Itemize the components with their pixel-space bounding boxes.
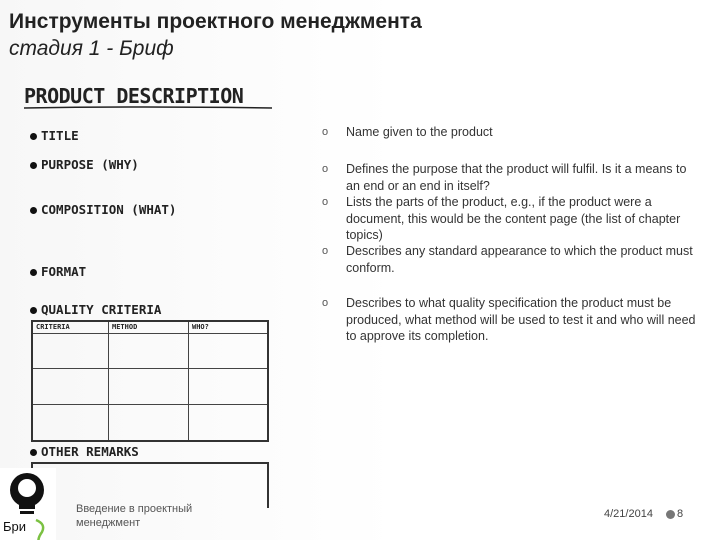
product-description-sketch — [22, 84, 282, 514]
sketch-item-quality-criteria: QUALITY CRITERIA — [30, 302, 161, 317]
sketch-item-format: FORMAT — [30, 264, 86, 279]
bullet-dot — [30, 207, 37, 214]
bullet-dot — [30, 133, 37, 140]
separator-dot-icon — [666, 510, 675, 519]
bullet-dot — [30, 162, 37, 169]
bullet-composition — [322, 194, 702, 244]
course-name-line2: менеджмент — [76, 517, 141, 529]
table-header-method: METHOD — [109, 322, 189, 334]
bullet-text: Describes to what quality specification the product must be produced, what method will be used to test it and who will need to approve its completion. — [346, 296, 696, 343]
circle-bullet-icon: o — [322, 196, 329, 208]
bullet-quality — [322, 295, 702, 345]
table-cell — [189, 334, 267, 369]
sketch-item-composition: COMPOSITION (WHAT) — [30, 202, 176, 217]
circle-bullet-icon: o — [322, 126, 329, 138]
table-cell — [189, 405, 267, 440]
table-header-who: WHO? — [189, 322, 267, 334]
slide-title-line1: Инструменты проектного менеджмента — [9, 10, 422, 33]
bullet-dot — [30, 307, 37, 314]
bullet-text: Name given to the product — [346, 125, 493, 139]
sketch-heading: PRODUCT DESCRIPTION — [24, 84, 244, 108]
bullet-purpose — [322, 161, 702, 194]
circle-bullet-icon: o — [322, 163, 329, 175]
slide-subtitle: стадия 1 - Бриф — [9, 37, 174, 60]
logo-text: Бри — [3, 519, 27, 534]
table-cell — [109, 334, 189, 369]
circle-bullet-icon: o — [322, 297, 329, 309]
slide-number: 8 — [677, 508, 684, 520]
table-cell — [109, 369, 189, 404]
sketch-item-other-remarks: OTHER REMARKS — [30, 444, 139, 459]
bullet-text: Lists the parts of the product, e.g., if the product were a document, this would be the content page (the list of chapter topics) — [346, 195, 681, 242]
slide-title — [9, 8, 709, 62]
circle-bullet-icon: o — [322, 245, 329, 257]
bullet-title — [322, 124, 702, 141]
bullet-text: Defines the purpose that the product will fulfil. Is it a means to an end or an end in itself? — [346, 162, 687, 193]
company-logo — [0, 468, 56, 540]
quality-criteria-table — [31, 320, 269, 442]
bullet-text: Describes any standard appearance to which the product must conform. — [346, 244, 693, 275]
sketch-item-purpose: PURPOSE (WHY) — [30, 157, 139, 172]
table-header-criteria: CRITERIA — [33, 322, 109, 334]
course-name-line1: Введение в проектный — [76, 503, 193, 515]
slide-date: 4/21/2014 — [604, 508, 653, 520]
table-cell — [33, 369, 109, 404]
bullet-dot — [30, 269, 37, 276]
bullet-dot — [30, 449, 37, 456]
table-cell — [189, 369, 267, 404]
sketch-item-title: TITLE — [30, 128, 79, 143]
course-name — [76, 502, 256, 530]
lightbulb-logo-icon — [0, 468, 56, 540]
table-cell — [33, 334, 109, 369]
bullet-format — [322, 243, 702, 276]
table-cell — [33, 405, 109, 440]
table-cell — [109, 405, 189, 440]
heading-underline — [22, 106, 274, 110]
